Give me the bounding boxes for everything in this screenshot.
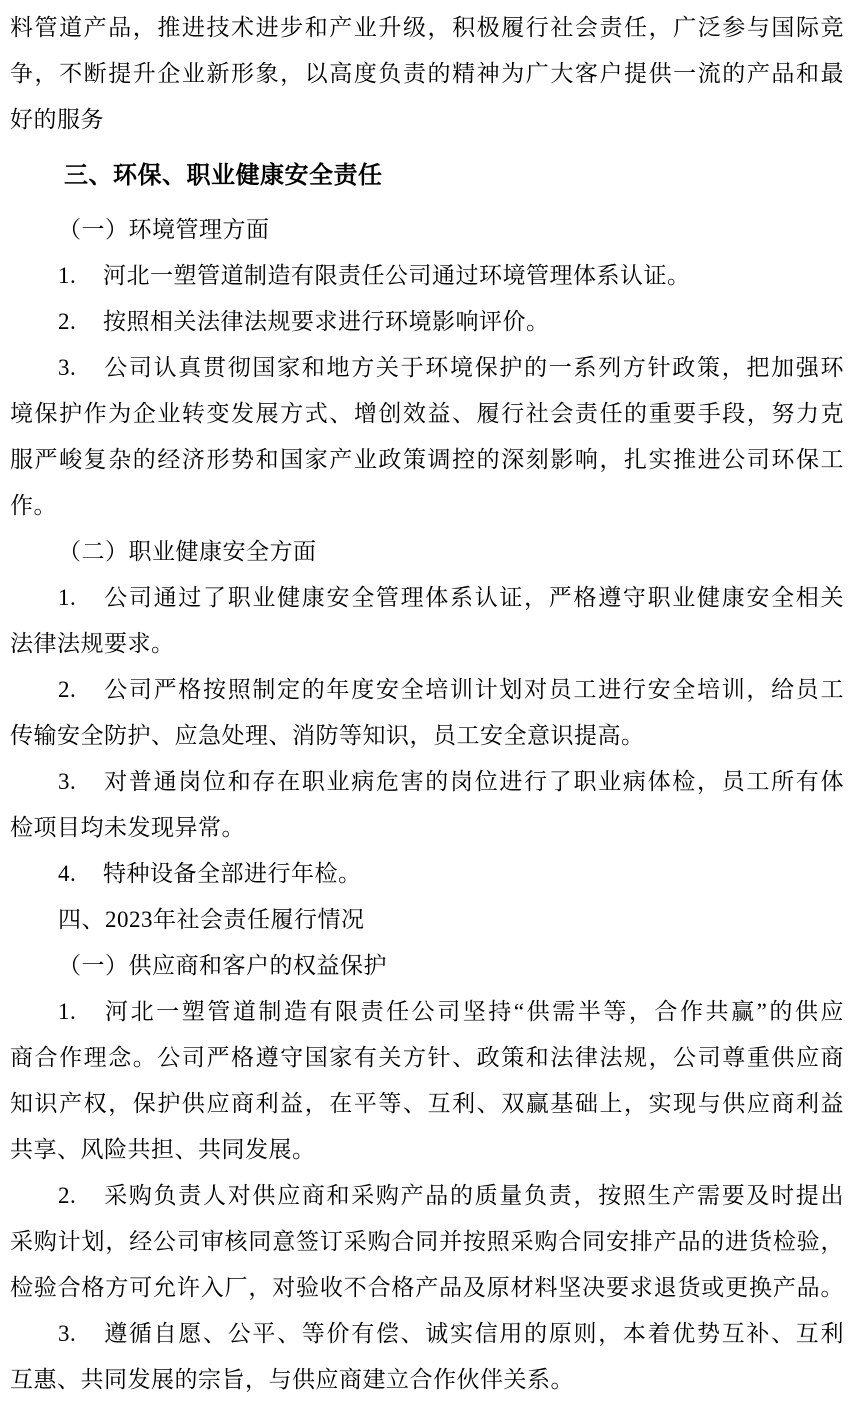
numbered-list-line — [10, 1173, 844, 1219]
line-text: 三、环保、职业健康安全责任 — [64, 163, 383, 189]
list-number: 4. — [58, 861, 77, 886]
line-text: 四、2023年社会责任履行情况 — [58, 907, 365, 932]
subsection-heading — [10, 207, 844, 253]
line-text: 服严峻复杂的经济形势和国家产业政策调控的深刻影响，扎实推进公司环保工 — [10, 447, 844, 472]
line-text: 特种设备全部进行年检。 — [103, 861, 362, 886]
list-number: 1. — [58, 999, 77, 1024]
line-text: 采购计划，经公司审核同意签订采购合同并按照采购合同安排产品的进货检验， — [10, 1229, 844, 1254]
line-text: 遵循自愿、公平、等价有偿、诚实信用的原则，本着优势互补、互利 — [103, 1321, 844, 1346]
line-text: 公司严格按照制定的年度安全培训计划对员工进行安全培训，给员工 — [103, 677, 844, 702]
text-line — [10, 621, 844, 667]
text-line — [10, 805, 844, 851]
line-text: （一）环境管理方面 — [58, 217, 270, 242]
text-line — [10, 483, 844, 529]
list-number: 1. — [58, 263, 77, 288]
subsection-heading — [10, 943, 844, 989]
line-text: 料管道产品，推进技术进步和产业升级，积极履行社会责任，广泛参与国际竞 — [10, 15, 844, 40]
numbered-list-line — [10, 851, 844, 897]
text-line — [10, 897, 844, 943]
line-text: 检验合格方可允许入厂，对验收不合格产品及原材料坚决要求退货或更换产品。 — [10, 1275, 844, 1300]
numbered-list-line — [10, 989, 844, 1035]
text-line — [10, 5, 844, 51]
numbered-list-line — [10, 575, 844, 621]
line-text: 公司通过了职业健康安全管理体系认证，严格遵守职业健康安全相关 — [103, 585, 844, 610]
line-text: 知识产权，保护供应商利益，在平等、互利、双赢基础上，实现与供应商利益 — [10, 1091, 844, 1116]
text-line — [10, 1035, 844, 1081]
list-number: 2. — [58, 309, 77, 334]
list-number: 3. — [58, 1321, 77, 1346]
numbered-list-line — [10, 253, 844, 299]
line-text: 法律法规要求。 — [10, 631, 175, 656]
text-line — [10, 1219, 844, 1265]
line-text: 商合作理念。公司严格遵守国家有关方针、政策和法律法规，公司尊重供应商 — [10, 1045, 844, 1070]
line-text: 传输安全防护、应急处理、消防等知识，员工安全意识提高。 — [10, 723, 645, 748]
line-text: 按照相关法律法规要求进行环境影响评价。 — [103, 309, 550, 334]
text-line — [10, 391, 844, 437]
list-number: 3. — [58, 769, 77, 794]
numbered-list-line — [10, 667, 844, 713]
line-text: 共享、风险共担、共同发展。 — [10, 1137, 316, 1162]
numbered-list-line — [10, 759, 844, 805]
line-text: 作。 — [10, 493, 57, 518]
numbered-list-line — [10, 1311, 844, 1357]
numbered-list-line — [10, 299, 844, 345]
section-heading — [10, 151, 844, 201]
line-text: 争，不断提升企业新形象，以高度负责的精神为广大客户提供一流的产品和最 — [10, 61, 844, 86]
document-body — [10, 5, 844, 1403]
line-text: 河北一塑管道制造有限责任公司坚持“供需半等，合作共赢”的供应 — [103, 999, 844, 1024]
line-text: 境保护作为企业转变发展方式、增创效益、履行社会责任的重要手段，努力克 — [10, 401, 844, 426]
line-text: 采购负责人对供应商和采购产品的质量负责，按照生产需要及时提出 — [103, 1183, 844, 1208]
text-line — [10, 1127, 844, 1173]
line-text: 检项目均未发现异常。 — [10, 815, 245, 840]
text-line — [10, 97, 844, 143]
list-number: 2. — [58, 1183, 77, 1208]
text-line — [10, 51, 844, 97]
subsection-heading — [10, 529, 844, 575]
line-text: 公司认真贯彻国家和地方关于环境保护的一系列方针政策，把加强环 — [103, 355, 844, 380]
line-text: 好的服务 — [10, 107, 104, 132]
line-text: 对普通岗位和存在职业病危害的岗位进行了职业病体检，员工所有体 — [103, 769, 844, 794]
text-line — [10, 713, 844, 759]
list-number: 3. — [58, 355, 77, 380]
text-line — [10, 1357, 844, 1403]
text-line — [10, 1265, 844, 1311]
list-number: 1. — [58, 585, 77, 610]
list-number: 2. — [58, 677, 77, 702]
text-line — [10, 1081, 844, 1127]
text-line — [10, 437, 844, 483]
line-text: （二）职业健康安全方面 — [58, 539, 317, 564]
numbered-list-line — [10, 345, 844, 391]
line-text: 互惠、共同发展的宗旨，与供应商建立合作伙伴关系。 — [10, 1367, 574, 1392]
line-text: 河北一塑管道制造有限责任公司通过环境管理体系认证。 — [103, 263, 691, 288]
line-text: （一）供应商和客户的权益保护 — [58, 953, 387, 978]
